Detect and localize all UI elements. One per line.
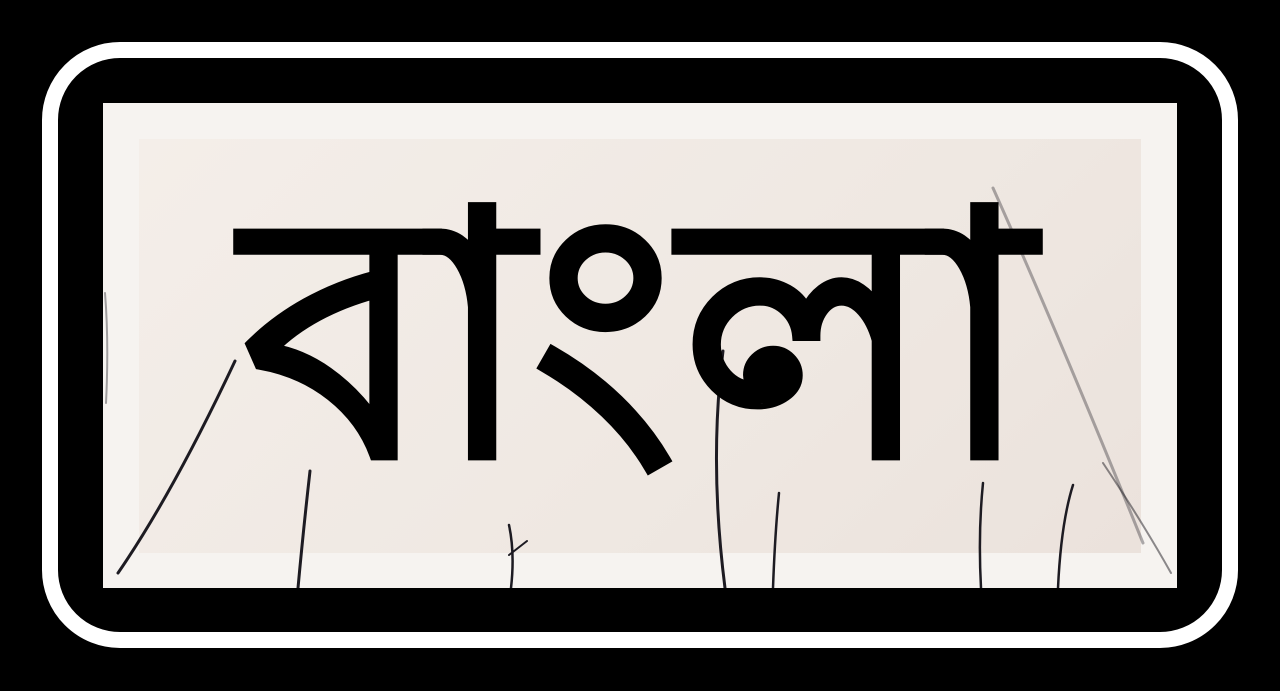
bangla-title: বাংলা: [242, 140, 1038, 536]
